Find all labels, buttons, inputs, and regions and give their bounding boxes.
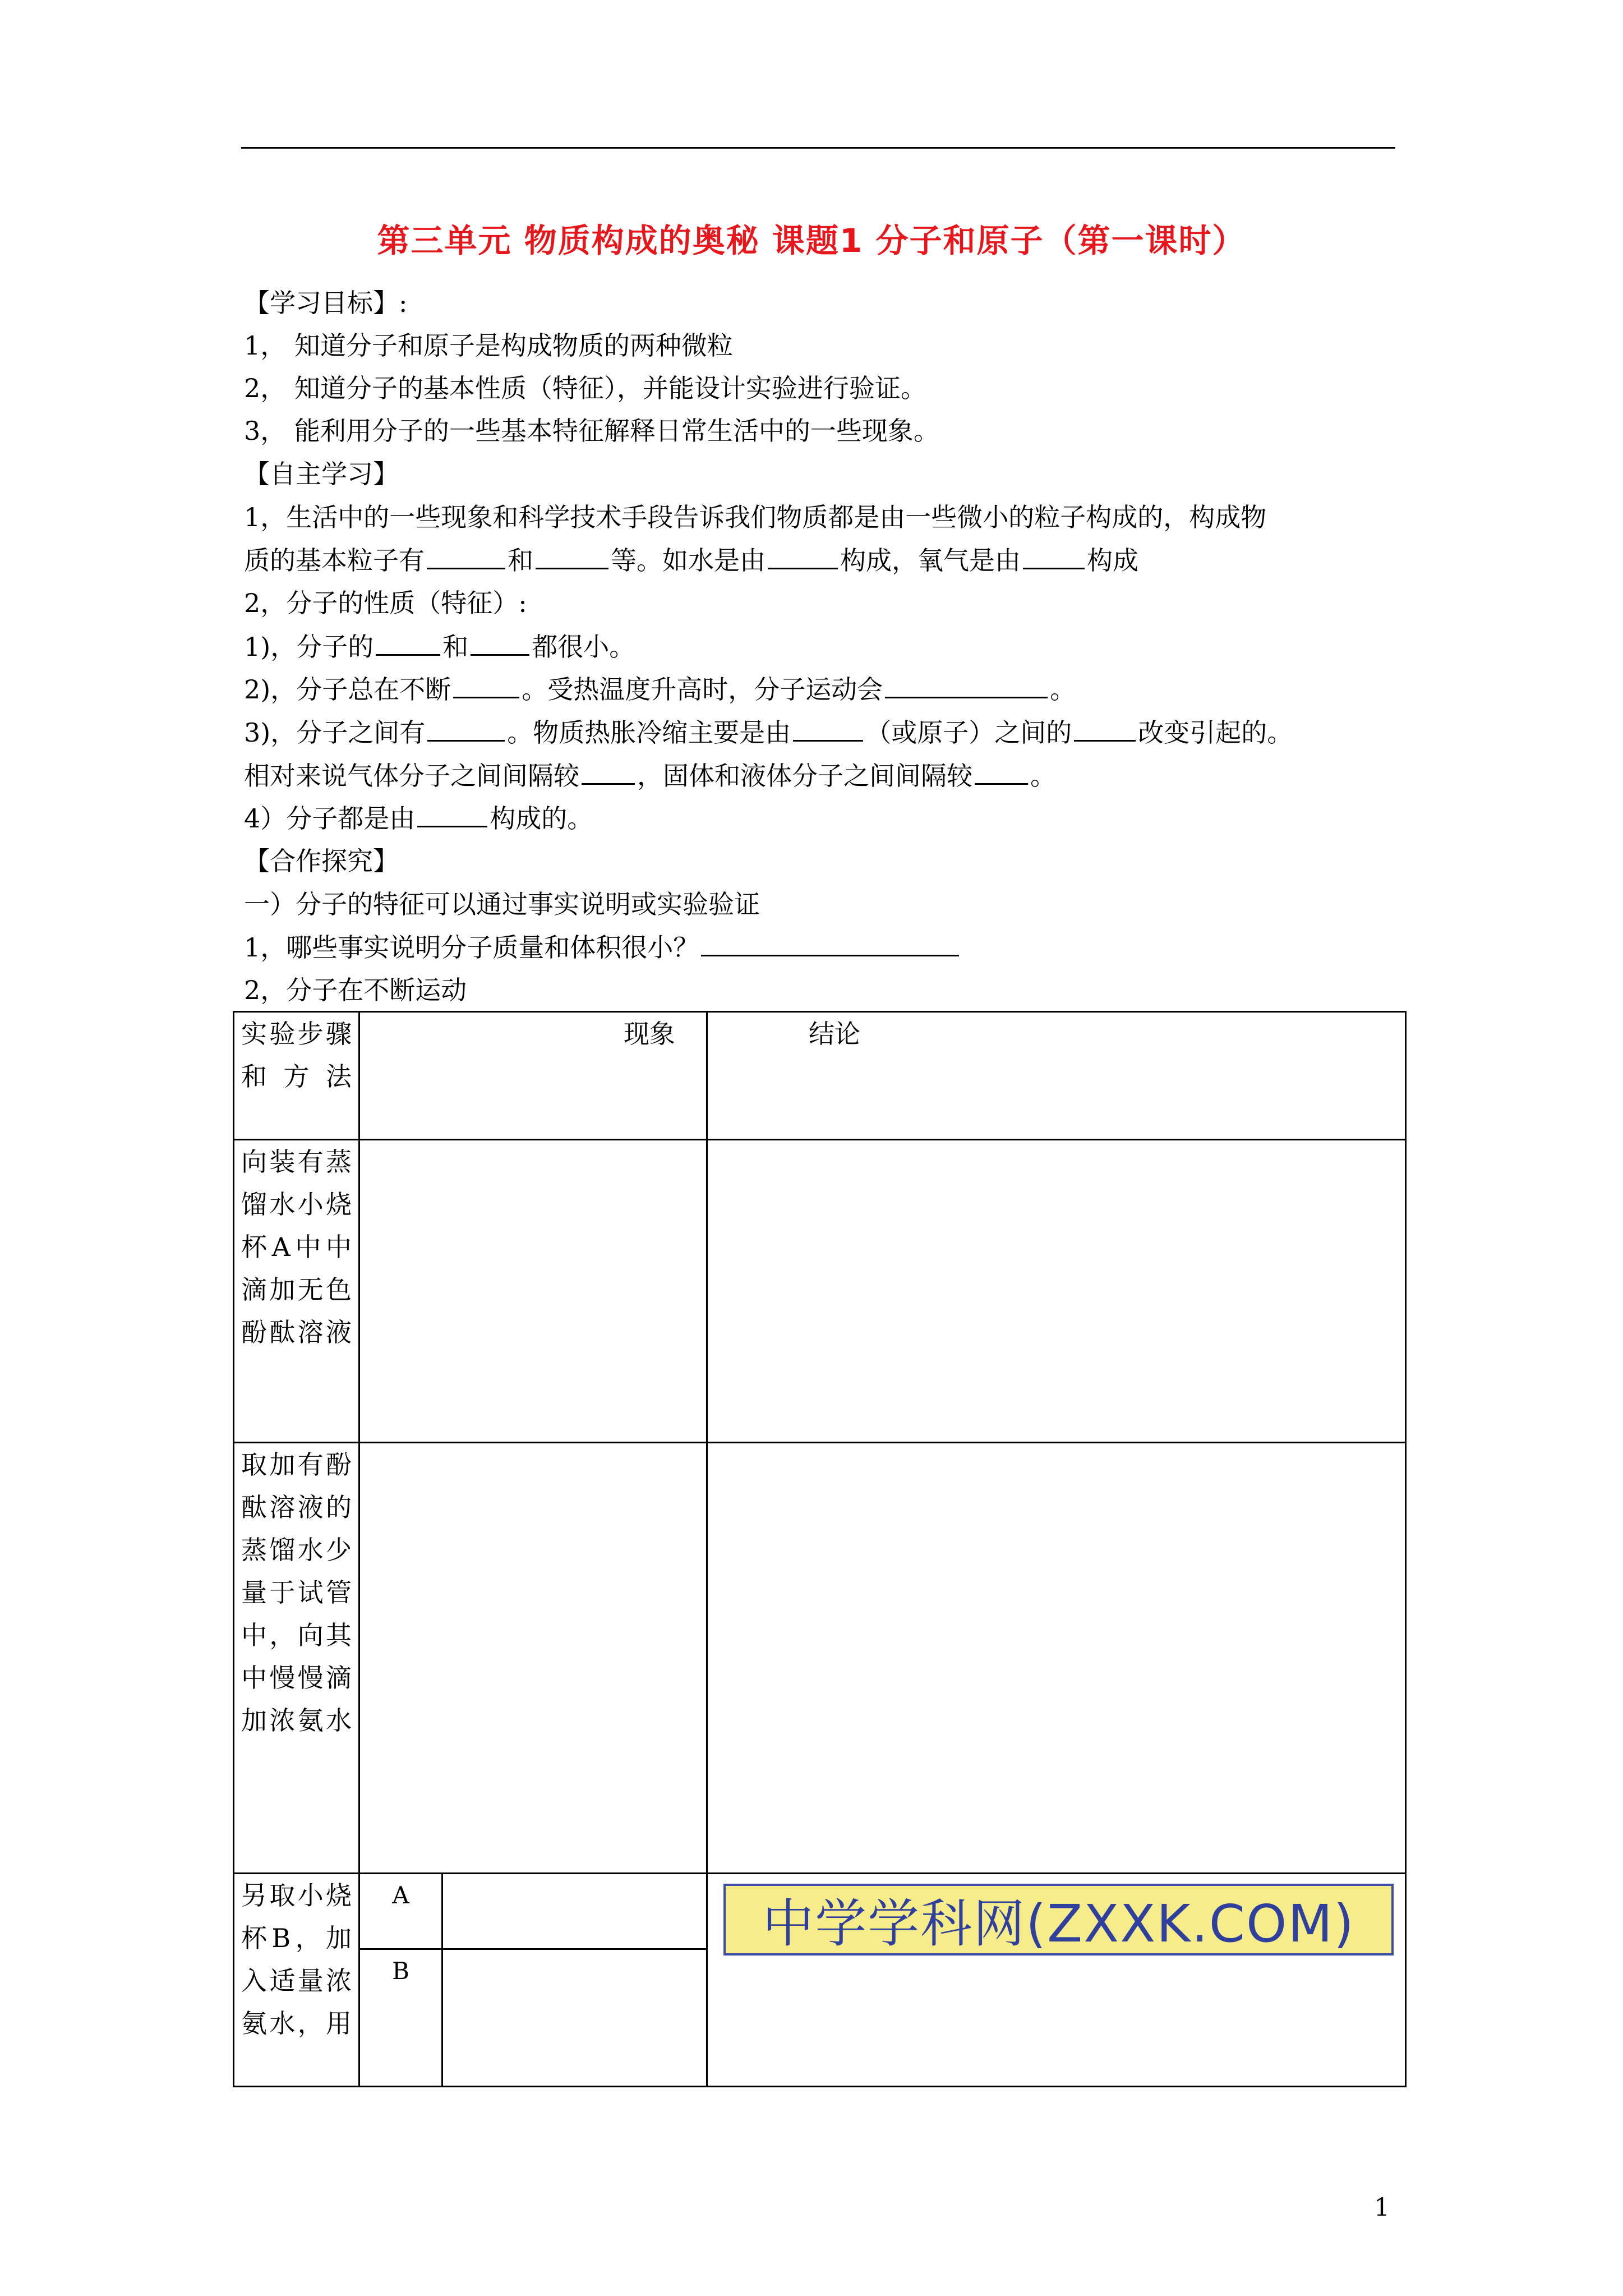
property-4: 4）分子都是由 构成的。 <box>244 801 593 835</box>
conclusion-cell[interactable] <box>707 1140 1406 1443</box>
property-3: 3)，分子之间有 。物质热胀冷缩主要是由 （或原子）之间的 改变引起的。 <box>244 715 1293 749</box>
self-study-q2: 2，分子的性质（特征）: <box>244 588 527 618</box>
step-cell: 向装有蒸馏水小烧杯A中中滴加无色酚酞溶液 <box>234 1140 359 1443</box>
sub-label-b: B <box>359 1949 442 2087</box>
fill-blank[interactable] <box>376 629 440 656</box>
self-study-q1-line2: 质的基本粒子有 和 等。如水是由 构成，氧气是由 构成 <box>244 543 1138 577</box>
fill-blank[interactable] <box>536 543 608 569</box>
header-conclusion: 结论 <box>707 1012 1406 1140</box>
goal-item-3: 3， 能利用分子的一些基本特征解释日常生活中的一些现象。 <box>244 416 939 446</box>
page-title: 第三单元 物质构成的奥秘 课题1 分子和原子（第一课时） <box>377 222 1246 260</box>
property-2: 2)，分子总在不断 。受热温度升高时，分子运动会 。 <box>244 672 1076 706</box>
step-cell: 另取小烧杯B，加入适量浓氨水，用 <box>234 1874 359 2087</box>
conclusion-cell[interactable] <box>707 1443 1406 1874</box>
table-row <box>234 1443 1406 1874</box>
page-number: 1 <box>1374 2193 1390 2222</box>
fill-blank[interactable] <box>417 801 487 827</box>
self-study-heading: 【自主学习】 <box>244 459 399 489</box>
explore-line1: 一）分子的特征可以通过事实说明或实验验证 <box>244 889 760 919</box>
property-1: 1)，分子的 和 都很小。 <box>244 629 635 664</box>
fill-blank[interactable] <box>885 672 1048 698</box>
fill-blank[interactable] <box>1074 715 1136 742</box>
fill-blank[interactable] <box>1023 543 1085 569</box>
header-phenomenon: 现象 <box>359 1012 707 1140</box>
fill-blank[interactable] <box>582 758 635 785</box>
step-cell: 取加有酚酞溶液的蒸馏水少量于试管中，向其中慢慢滴加浓氨水 <box>234 1443 359 1874</box>
phenomenon-cell-a[interactable] <box>442 1874 707 1949</box>
phenomenon-cell[interactable] <box>359 1140 707 1443</box>
watermark-banner: 中学学科网(ZXXK.COM) <box>723 1884 1394 1955</box>
phenomenon-cell[interactable] <box>359 1443 707 1874</box>
fill-blank[interactable] <box>427 715 505 742</box>
fill-blank[interactable] <box>427 543 505 569</box>
explore-q2: 2，分子在不断运动 <box>244 975 467 1005</box>
table-header-row <box>234 1012 1406 1140</box>
explore-q1: 1，哪些事实说明分子质量和体积很小？ <box>244 930 961 964</box>
table-row <box>234 1140 1406 1443</box>
fill-blank[interactable] <box>975 758 1028 785</box>
fill-blank[interactable] <box>768 543 838 569</box>
goal-item-1: 1， 知道分子和原子是构成物质的两种微粒 <box>244 330 733 361</box>
fill-blank[interactable] <box>471 629 529 656</box>
sub-label-a: A <box>359 1874 442 1949</box>
header-steps: 实验步骤和方法 <box>234 1012 359 1140</box>
header-rule <box>241 147 1395 149</box>
fill-blank[interactable] <box>793 715 863 742</box>
goals-heading: 【学习目标】: <box>244 288 408 318</box>
explore-heading: 【合作探究】 <box>244 846 399 876</box>
phenomenon-cell-b[interactable] <box>442 1949 707 2087</box>
goal-item-2: 2， 知道分子的基本性质（特征），并能设计实验进行验证。 <box>244 373 926 403</box>
self-study-q1-line1: 1，生活中的一些现象和科学技术手段告诉我们物质都是由一些微小的粒子构成的，构成物 <box>244 502 1267 532</box>
fill-blank[interactable] <box>453 672 519 698</box>
property-3-line2: 相对来说气体分子之间间隔较 ，固体和液体分子之间间隔较 。 <box>244 758 1056 793</box>
fill-blank[interactable] <box>701 930 959 956</box>
